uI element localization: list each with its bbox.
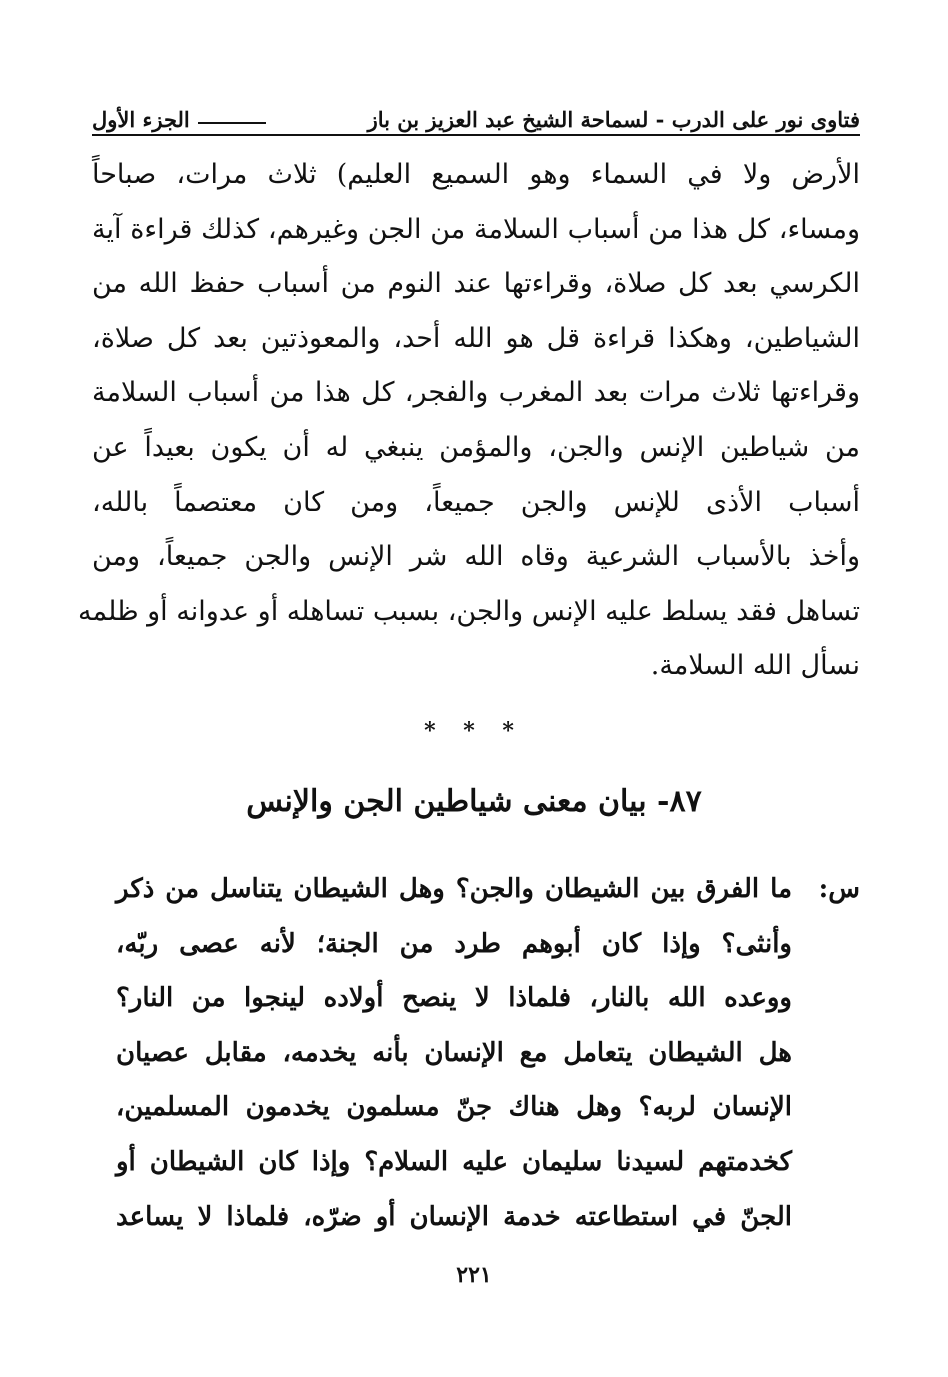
body-paragraph [78, 148, 860, 694]
page-number: ٢٢١ [456, 1262, 492, 1288]
body-line: نسأل الله السلامة. [650, 650, 860, 682]
body-line: الشياطين، وهكذا قراءة قل هو الله أحد، والمعوذتين بعد كل صلاة، [92, 322, 860, 354]
question-lines [116, 862, 792, 1244]
question-line: ووعده الله بالنار، فلماذا لا ينصح أولاده لينجوا من النار؟ [116, 983, 792, 1014]
question-line: الإنسان لربه؟ وهل هناك جنّ مسلمون يخدمون المسلمين، [116, 1092, 792, 1123]
question-line: ما الفرق بين الشيطان والجن؟ وهل الشيطان يتناسل من ذكر [116, 874, 792, 904]
book-title: فتاوى نور على الدرب - لسماحة الشيخ عبد العزيز بن باز [367, 107, 860, 132]
question-line: وأنثى؟ وإذا كان أبوهم طرد من الجنة؛ لأنه عصى ربّه، [116, 928, 792, 959]
section-title: ٨٧- بيان معنى شياطين الجن والإنس [246, 784, 702, 819]
body-line: وقراءتها ثلاث مرات بعد المغرب والفجر، كل هذا من أسباب السلامة [92, 377, 860, 409]
body-line: وأخذ بالأسباب الشرعية وقاه الله شر الإنس والجن جميعاً، ومن [92, 541, 860, 573]
body-line: ومساء، كل هذا من أسباب السلامة من الجن وغيرهم، كذلك قراءة آية [92, 213, 860, 245]
body-line: أسباب الأذى للإنس والجن جميعاً، ومن كان معتصماً بالله، [92, 486, 860, 518]
question-line: هل الشيطان يتعامل مع الإنسان بأنه يخدمه، مقابل عصيان [116, 1037, 792, 1068]
body-line: تساهل فقد يسلط عليه الإنس والجن، بسبب تساهله أو عدوانه أو ظلمه [78, 595, 860, 627]
section-separator: * * * [424, 718, 524, 744]
question-prefix: س: [818, 874, 860, 904]
body-line: الأرض ولا في السماء وهو السميع العليم) ثلاث مرات، صباحاً [92, 159, 860, 190]
question-block [116, 862, 860, 1244]
running-header [92, 92, 860, 132]
question-line: كخدمتهم لسيدنا سليمان عليه السلام؟ وإذا كان الشيطان أو [116, 1146, 792, 1177]
header-part-group [92, 107, 274, 132]
body-line: من شياطين الإنس والجن، والمؤمن ينبغي له أن يكون بعيداً عن [92, 431, 860, 463]
body-line: الكرسي بعد كل صلاة، وقراءتها عند النوم من أسباب حفظ الله من [92, 268, 860, 300]
question-line: الجنّ في استطاعته خدمة الإنسان أو ضرّه، فلماذا لا يساعد [116, 1201, 792, 1232]
header-dash-rule [198, 122, 266, 124]
header-rule [92, 134, 860, 136]
part-label: الجزء الأول [92, 107, 190, 132]
